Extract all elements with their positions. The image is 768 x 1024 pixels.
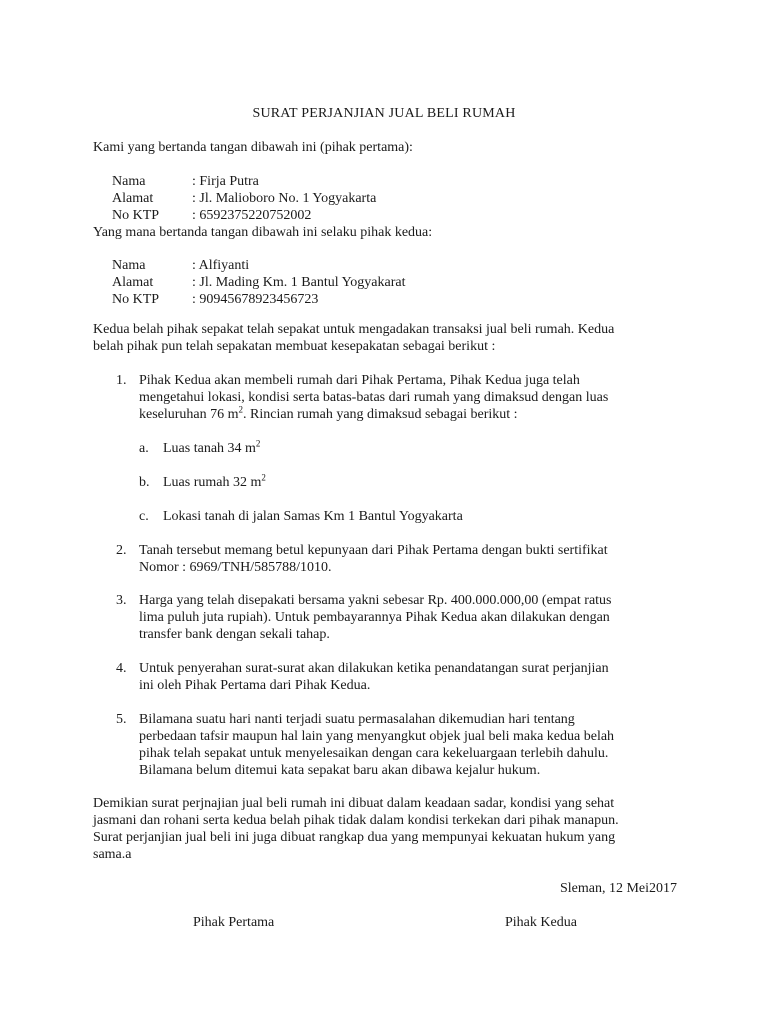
party2-name-value: : Alfiyanti [192, 258, 250, 273]
closing-line: Demikian surat perjnajian jual beli rumah ini dibuat dalam keadaan sadar, kondisi yang sehat [93, 796, 615, 811]
agreement-intro-line: Kedua belah pihak sepakat telah sepakat untuk mengadakan transaksi jual beli rumah. Kedua [93, 322, 615, 337]
superscript: 2 [255, 438, 261, 449]
party1-name-value: : Firja Putra [192, 174, 259, 189]
signature-label-first-party: Pihak Pertama [193, 915, 275, 930]
item-number: 3. [116, 593, 127, 608]
subitem-letter: b. [139, 475, 150, 490]
item-line-text: . Rincian rumah yang dimaksud sebagai berikut : [243, 407, 518, 422]
item-line: Pihak Kedua akan membeli rumah dari Pihak Pertama, Pihak Kedua juga telah [139, 373, 580, 388]
party2-name-label: Nama [112, 258, 146, 273]
item-line: pihak telah sepakat untuk menyelesaikan dengan cara kekeluargaan terlebih dahulu. [139, 746, 609, 761]
superscript: 2 [261, 472, 266, 483]
intro-text: Kami yang bertanda tangan dibawah ini (pihak pertama): [93, 140, 413, 155]
party1-ktp-value: : 6592375220752002 [192, 208, 312, 223]
agreement-intro-line: belah pihak pun telah sepakatan membuat kesepakatan sebagai berikut : [93, 339, 496, 354]
item-number: 4. [116, 661, 127, 676]
party2-ktp-value: : 90945678923456723 [192, 292, 319, 307]
closing-line: Surat perjanjian jual beli ini juga dibuat rangkap dua yang mempunyai kekuatan hukum yang [93, 830, 616, 845]
party2-ktp-label: No KTP [112, 292, 160, 307]
item-line: Harga yang telah disepakati bersama yakni sebesar Rp. 400.000.000,00 (empat ratus [139, 593, 612, 608]
item-line: Tanah tersebut memang betul kepunyaan dari Pihak Pertama dengan bukti sertifikat [139, 543, 608, 558]
subitem-text [163, 440, 260, 457]
subitem-text: Lokasi tanah di jalan Samas Km 1 Bantul Yogyakarta [163, 509, 463, 524]
party2-address-value: : Jl. Mading Km. 1 Bantul Yogyakarat [192, 275, 406, 290]
closing-line: sama.a [93, 847, 132, 862]
item-line-text: keseluruhan 76 m [139, 407, 239, 422]
item-line: mengetahui lokasi, kondisi serta batas-batas dari rumah yang dimaksud dengan luas [139, 390, 609, 405]
item-number: 2. [116, 543, 127, 558]
subitem-text-main: Luas rumah 32 m [163, 475, 262, 490]
item-line: transfer bank dengan sekali tahap. [139, 627, 330, 642]
superscript: 2 [238, 404, 244, 415]
place-date: Sleman, 12 Mei2017 [559, 881, 677, 896]
party1-address-label: Alamat [112, 191, 154, 206]
signature-label-second-party: Pihak Kedua [505, 915, 577, 930]
item-number: 5. [116, 712, 127, 727]
document-title: SURAT PERJANJIAN JUAL BELI RUMAH [252, 106, 516, 121]
item-line: Untuk penyerahan surat-surat akan dilakukan ketika penandatangan surat perjanjian [139, 661, 609, 676]
subitem-text-main: Luas tanah 34 m [163, 441, 256, 456]
item-line: ini oleh Pihak Pertama dari Pihak Kedua. [139, 678, 371, 693]
subitem-letter: c. [139, 509, 149, 524]
item-line: Bilamana suatu hari nanti terjadi suatu permasalahan dikemudian hari tentang [139, 712, 575, 727]
item-line: perbedaan tafsir maupun hal lain yang menyangkut objek jual beli maka kedua belah [139, 729, 615, 744]
subitem-text [163, 474, 266, 491]
party1-address-value: : Jl. Malioboro No. 1 Yogyakarta [192, 191, 377, 206]
party2-address-label: Alamat [112, 275, 154, 290]
party2-intro-text: Yang mana bertanda tangan dibawah ini selaku pihak kedua: [93, 225, 433, 240]
item-number: 1. [116, 373, 127, 388]
item-line: Bilamana belum ditemui kata sepakat baru akan dibawa kejalur hukum. [139, 763, 541, 778]
item-line: Nomor : 6969/TNH/585788/1010. [139, 560, 332, 575]
closing-line: jasmani dan rohani serta kedua belah pihak tidak dalam kondisi terkekan dari pihak manapun. [93, 813, 619, 828]
item-line [139, 406, 518, 423]
item-line: lima puluh juta rupiah). Untuk pembayarannya Pihak Kedua akan dilakukan dengan [139, 610, 610, 625]
party1-ktp-label: No KTP [112, 208, 160, 223]
party1-name-label: Nama [112, 174, 146, 189]
subitem-letter: a. [139, 441, 149, 456]
